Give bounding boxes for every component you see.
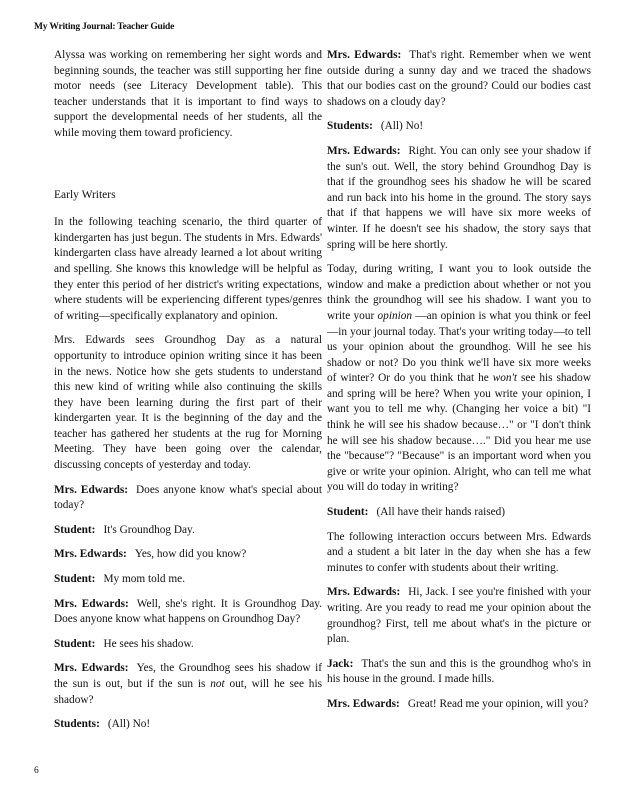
speaker-label: Student:: [54, 573, 96, 586]
dialogue-text: Right. You can only see your shadow if the sun's out. Well, the story behind Groundhog Day is that if the groundhog sees his shadow he will be scared and run back into his home in the ground. The story says that if that happens we will have six more weeks of winter. If he doesn't see his shadow, the story says that spring will be here shortly.: [327, 144, 591, 251]
dialogue-text: Yes, how did you know?: [134, 548, 247, 561]
dialogue-line: [327, 48, 591, 110]
emphasis-text: not: [210, 678, 225, 690]
writing-instructions-paragraph: [327, 262, 591, 496]
speaker-label: Mrs. Edwards:: [327, 697, 400, 710]
dialogue-text: Yes, the Groundhog sees his shadow if the sun is out, but if the sun is: [54, 662, 322, 690]
speaker-label: Mrs. Edwards:: [327, 49, 402, 61]
dialogue-line: [54, 523, 322, 539]
dialogue-text: That's right. Remember when we went outside during a sunny day and we traced the shadows that our bodies cast on the ground? Could our bodies cast shadows on a cloudy day?: [327, 49, 592, 108]
running-header: My Writing Journal: Teacher Guide: [34, 22, 175, 32]
speaker-label: Jack:: [327, 657, 354, 670]
emphasis-text: won't: [492, 372, 518, 385]
dialogue-text: (All) No!: [107, 718, 151, 731]
dialogue-line: [327, 697, 591, 713]
dialogue-line: [54, 637, 322, 653]
paragraph-text: —an opinion is what you think or feel—in your journal today. That's your writing today—to tell us your opinion about the groundhog. Will he see his shadow or not? Do you think we'll have six more weeks of winter? Or do you think that he: [327, 309, 591, 385]
dialogue-line: [327, 505, 591, 521]
paragraph-text: see his shadow and spring will be here? When you write your opinion, I want you to tell me why. (Changing her voice a bit) "I think he will see his shadow because…" or "I don't think he will see his shadow because…." Did you hear me use the "because"? "Because" is an important word when you give or write your opinion. Alright, who can tell me what you will do today in writing?: [327, 372, 591, 494]
speaker-label: Students:: [54, 718, 100, 731]
right-column: [327, 48, 591, 722]
dialogue-text: Well, she's right. It is Groundhog Day. Does anyone know what happens on Groundhog Day?: [54, 597, 322, 626]
emphasis-text: opinion: [377, 309, 413, 322]
dialogue-line: [327, 119, 591, 135]
speaker-label: Student:: [327, 506, 369, 519]
speaker-label: Student:: [54, 637, 96, 650]
dialogue-text: My mom told me.: [103, 573, 186, 586]
dialogue-line: [54, 483, 322, 514]
dialogue-text: out, will he see his shadow?: [54, 678, 322, 706]
dialogue-line: [54, 661, 322, 708]
page-number: 6: [34, 766, 39, 776]
section-heading: Early Writers: [54, 188, 116, 201]
dialogue-text: Hi, Jack. I see you're finished with your writing. Are you ready to read me your opinion about the groundhog? First, tell me about what's in the picture or plan.: [327, 586, 591, 646]
speaker-label: Mrs. Edwards:: [54, 597, 129, 610]
dialogue-line: [54, 572, 322, 588]
dialogue-text: It's Groundhog Day.: [103, 523, 195, 536]
speaker-label: Mrs. Edwards:: [327, 144, 401, 157]
dialogue-line: [54, 717, 322, 733]
dialogue-line: [327, 144, 591, 253]
speaker-label: Mrs. Edwards:: [54, 662, 129, 675]
speaker-label: Mrs. Edwards:: [54, 483, 129, 496]
speaker-label: Mrs. Edwards:: [54, 548, 127, 561]
groundhog-paragraph: Mrs. Edwards sees Groundhog Day as a natural opportunity to introduce opinion writing since it has been in the news. Notice how she gets students to understand this new kind of writing while also continuing the skills they have been learning during the first part of their kindergarten year. It is the beginning of the day and the teacher has gathered her students at the rug for Morning Meeting. They have been going over the calendar, discussing concepts of yesterday and today.: [54, 334, 322, 472]
dialogue-line: [54, 547, 322, 563]
dialogue-text: He sees his shadow.: [103, 637, 194, 650]
dialogue-line: [54, 597, 322, 628]
dialogue-text: (All) No!: [380, 120, 424, 133]
dialogue-text: Does anyone know what's special about today?: [54, 483, 322, 512]
dialogue-line: [327, 585, 591, 647]
intro-paragraph: Alyssa was working on remembering her sight words and beginning sounds, the teacher was still supporting her fine motor needs (see Literacy Development table). This teacher understands that it is important to find ways to support the developmental needs of her students, all the while moving them toward proficiency.: [54, 49, 322, 139]
dialogue-text: Great! Read me your opinion, will you?: [407, 697, 589, 710]
dialogue-line: [327, 657, 591, 688]
speaker-label: Student:: [54, 523, 96, 536]
left-column: [54, 48, 322, 742]
speaker-label: Students:: [327, 120, 373, 133]
dialogue-text: That's the sun and this is the groundhog who's in his house in the ground. I made hills.: [327, 657, 591, 686]
narration-paragraph: The following interaction occurs between Mrs. Edwards and a student a bit later in the day when she has a few minutes to confer with students about their writing.: [327, 530, 591, 574]
scenario-paragraph: In the following teaching scenario, the third quarter of kindergarten has just begun. The students in Mrs. Edwards' kindergarten class have already learned a lot about writing and spelling. She knows this knowledge will be helpful as they enter this period of her district's writing expectations, where students will be experiencing different types/genres of writing—specifically explanatory and opinion.: [54, 216, 322, 322]
dialogue-text: (All have their hands raised): [376, 506, 506, 519]
speaker-label: Mrs. Edwards:: [327, 586, 401, 599]
paragraph-text: Today, during writing, I want you to look outside the window and make a prediction about whether or not you think the groundhog will see his shadow. I want you to write your: [327, 263, 591, 322]
